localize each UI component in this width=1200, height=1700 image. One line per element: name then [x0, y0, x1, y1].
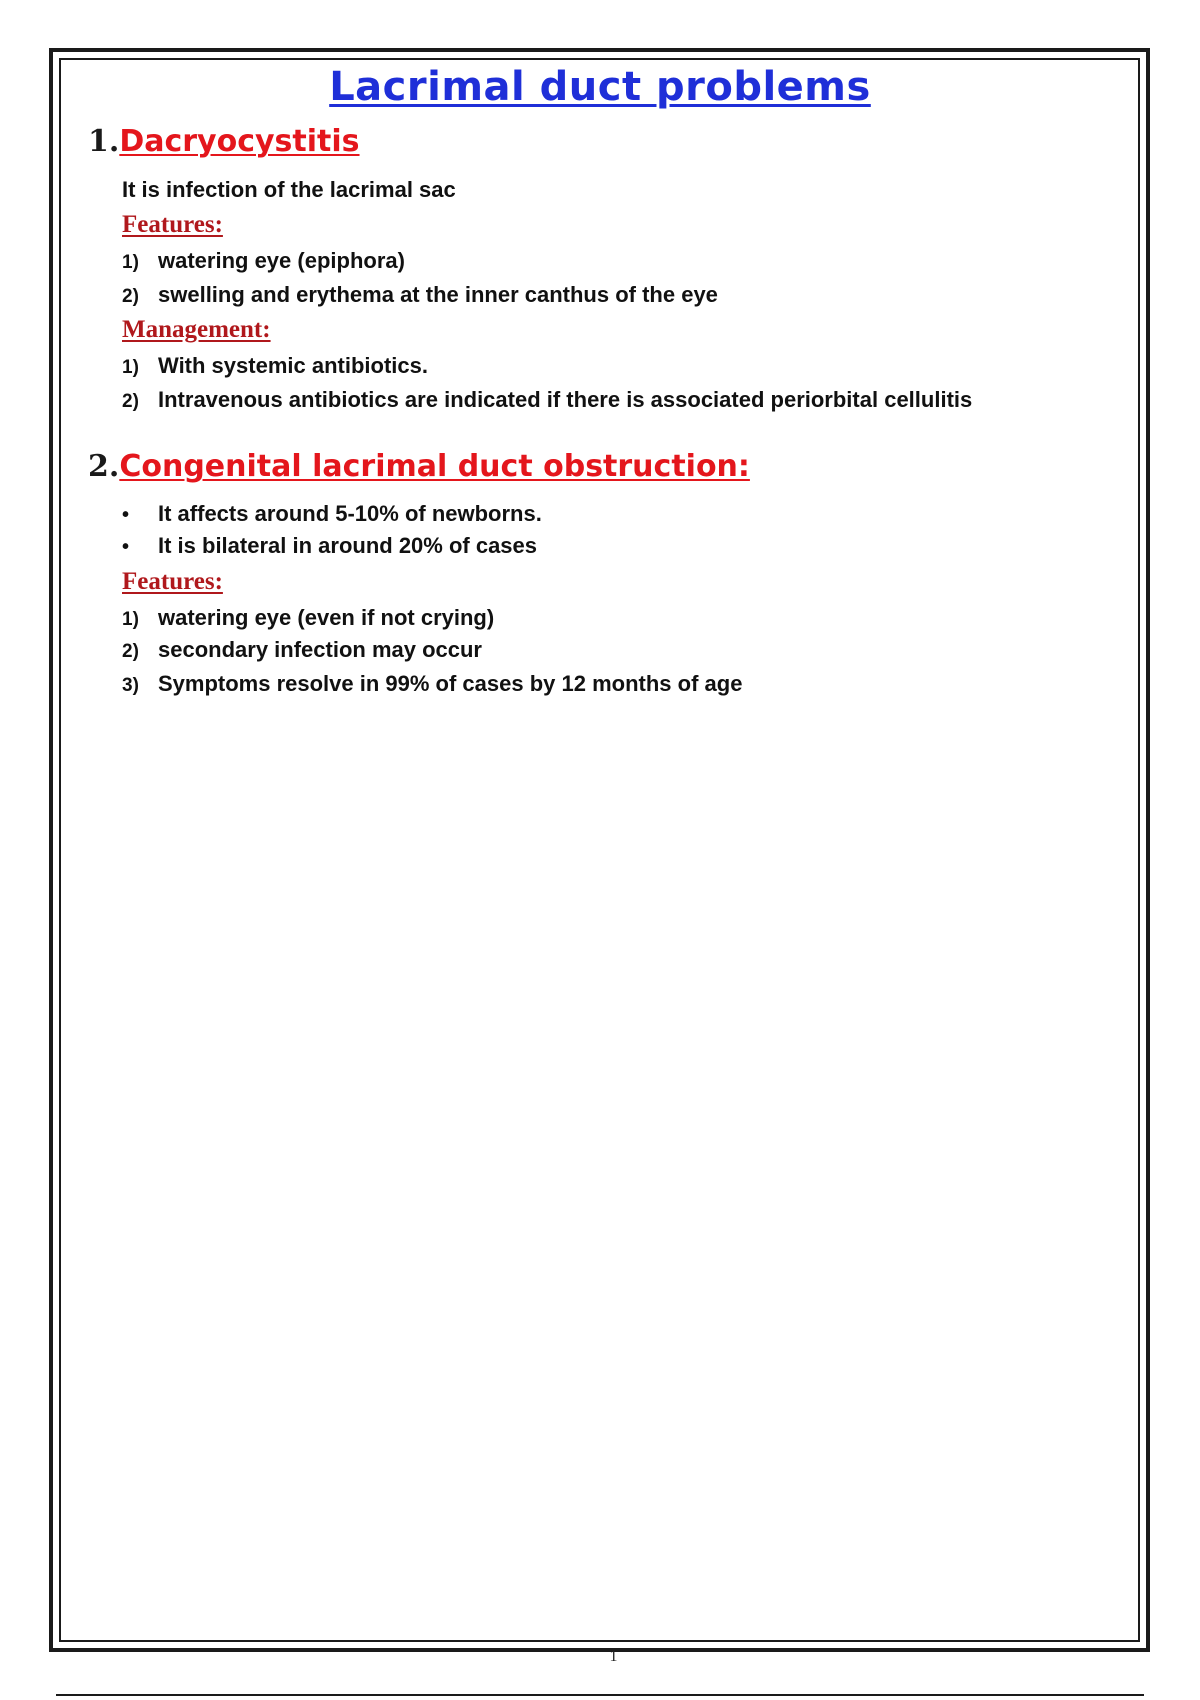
section-title: Dacryocystitis	[119, 124, 360, 159]
bullet-item	[122, 532, 537, 561]
list-item	[122, 636, 482, 666]
bullet-item-text: It affects around 5-10% of newborns.	[158, 501, 542, 526]
list-item	[122, 247, 405, 277]
list-marker: 1)	[122, 609, 139, 630]
list-item	[122, 604, 494, 634]
list-item-text: watering eye (even if not crying)	[158, 605, 495, 630]
section-heading-dacryocystitis	[88, 124, 360, 160]
list-item	[122, 386, 972, 416]
section-intro: It is infection of the lacrimal sac	[122, 177, 456, 202]
list-marker: 2)	[122, 391, 139, 412]
list-item-text: secondary infection may occur	[158, 637, 482, 662]
bullet-item-text: It is bilateral in around 20% of cases	[158, 533, 538, 558]
bullet-marker: •	[122, 504, 130, 526]
management-subheading: Management:	[122, 316, 271, 343]
list-item	[122, 352, 428, 382]
document-title: Lacrimal duct problems	[329, 64, 871, 110]
section-number: 1.	[88, 124, 120, 159]
bullet-marker: •	[122, 536, 130, 558]
list-marker: 2)	[122, 286, 139, 307]
list-item-text: With systemic antibiotics.	[158, 353, 428, 378]
list-item	[122, 281, 718, 311]
list-marker: 3)	[122, 675, 139, 696]
section-heading-congenital-obstruction	[88, 449, 750, 485]
list-marker: 1)	[122, 357, 139, 378]
list-item-text: watering eye (epiphora)	[158, 248, 405, 273]
list-item	[122, 670, 742, 700]
list-item-text: swelling and erythema at the inner canthus of the eye	[158, 282, 718, 307]
section-title: Congenital lacrimal duct obstruction:	[119, 449, 750, 484]
list-marker: 1)	[122, 252, 139, 273]
page-number: 1	[609, 1648, 618, 1665]
section-number: 2.	[88, 449, 120, 484]
list-marker: 2)	[122, 641, 139, 662]
footer-rule	[56, 1694, 1144, 1696]
list-item-text: Symptoms resolve in 99% of cases by 12 months of age	[158, 671, 743, 696]
features-subheading: Features:	[122, 211, 223, 238]
bullet-item	[122, 500, 542, 529]
list-item-text: Intravenous antibiotics are indicated if there is associated periorbital cellulitis	[158, 387, 973, 412]
features-subheading: Features:	[122, 568, 223, 595]
